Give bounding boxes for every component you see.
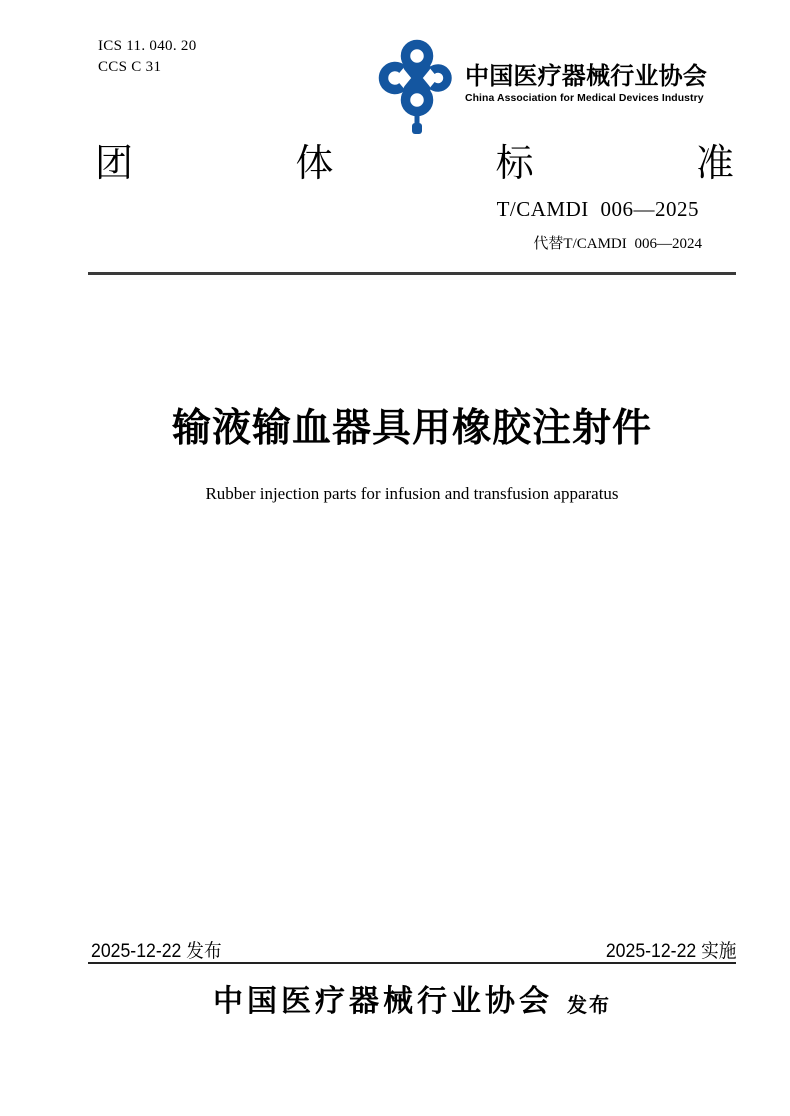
camdi-logo — [374, 39, 456, 135]
standard-type-char: 准 — [695, 143, 734, 185]
footer-rule — [88, 962, 736, 964]
document-title-en: Rubber injection parts for infusion and transfusion apparatus — [205, 484, 619, 503]
association-name-en: China Association for Medical Devices Industry — [465, 93, 704, 104]
association-name-cn: 中国医疗器械行业协会 — [465, 63, 707, 90]
publisher-name: 中国医疗器械行业协会 — [213, 985, 553, 1018]
ics-code: ICS 11. 040. 20 — [98, 38, 197, 54]
issue-date: 2025-12-22 发布 — [91, 941, 222, 962]
association-name-block — [465, 64, 707, 104]
document-title-cn: 输液输血器具用橡胶注射件 — [171, 407, 652, 450]
implementation-date: 2025-12-22 实施 — [605, 941, 736, 962]
standard-type-heading — [95, 143, 734, 185]
publisher-action-label: 发布 — [567, 994, 611, 1017]
header-rule — [88, 272, 736, 275]
dates-row — [91, 942, 736, 961]
standard-type-char: 团 — [95, 143, 134, 185]
standard-type-char: 体 — [295, 143, 334, 185]
classification-codes — [98, 36, 197, 78]
replaces-note: 代替T/CAMDI 006—2024 — [533, 236, 702, 252]
camdi-knot-icon — [374, 39, 456, 135]
standard-type-char: 标 — [495, 143, 534, 185]
standard-number: T/CAMDI 006—2025 — [496, 197, 699, 221]
ccs-code: CCS C 31 — [98, 59, 162, 75]
publisher-row — [88, 984, 736, 1020]
